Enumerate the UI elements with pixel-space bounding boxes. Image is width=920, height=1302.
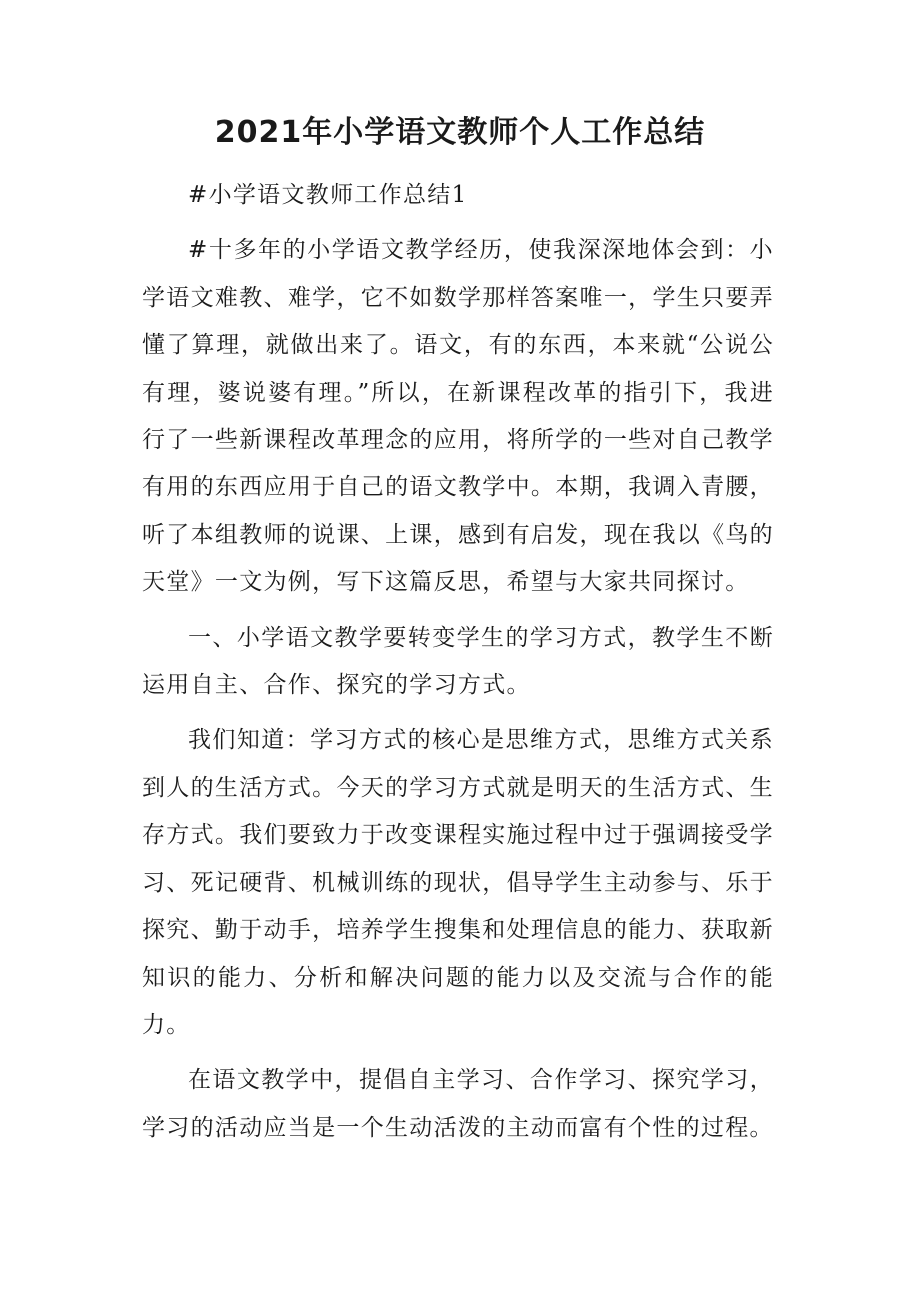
paragraph: 在语文教学中，提倡自主学习、合作学习、探究学习，学习的活动应当是一个生动活泼的主动而富有个性的过程。 [142,1067,774,1141]
document-body [142,172,774,1152]
paragraph: 一、小学语文教学要转变学生的学习方式，教学生不断运用自主、合作、探究的学习方式。 [142,624,774,699]
section-heading: #小学语文教师工作总结1 [188,182,468,208]
paragraph: 我们知道：学习方式的核心是思维方式，思维方式关系到人的生活方式。今天的学习方式就是明天的生活方式、生存方式。我们要致力于改变课程实施过程中过于强调接受学习、死记硬背、机械训练的现状，倡导学生主动参与、乐于探究、勤于动手，培养学生搜集和处理信息的能力、获取新知识的能力、分析和解决问题的能力以及交流与合作的能力。 [142,727,774,1038]
paragraph: #十多年的小学语文教学经历，使我深深地体会到：小学语文难教、难学，它不如数学那样答案唯一，学生只要弄懂了算理，就做出来了。语文，有的东西，本来就“公说公有理，婆说婆有理。”所以，在新课程改革的指引下，我进行了一些新课程改革理念的应用，将所学的一些对自己教学有用的东西应用于自己的语文教学中。本期，我调入青腰，听了本组教师的说课、上课，感到有启发，现在我以《鸟的天堂》一文为例，写下这篇反思，希望与大家共同探讨。 [142,237,774,596]
document-title: 2021年小学语文教师个人工作总结 [214,115,706,150]
